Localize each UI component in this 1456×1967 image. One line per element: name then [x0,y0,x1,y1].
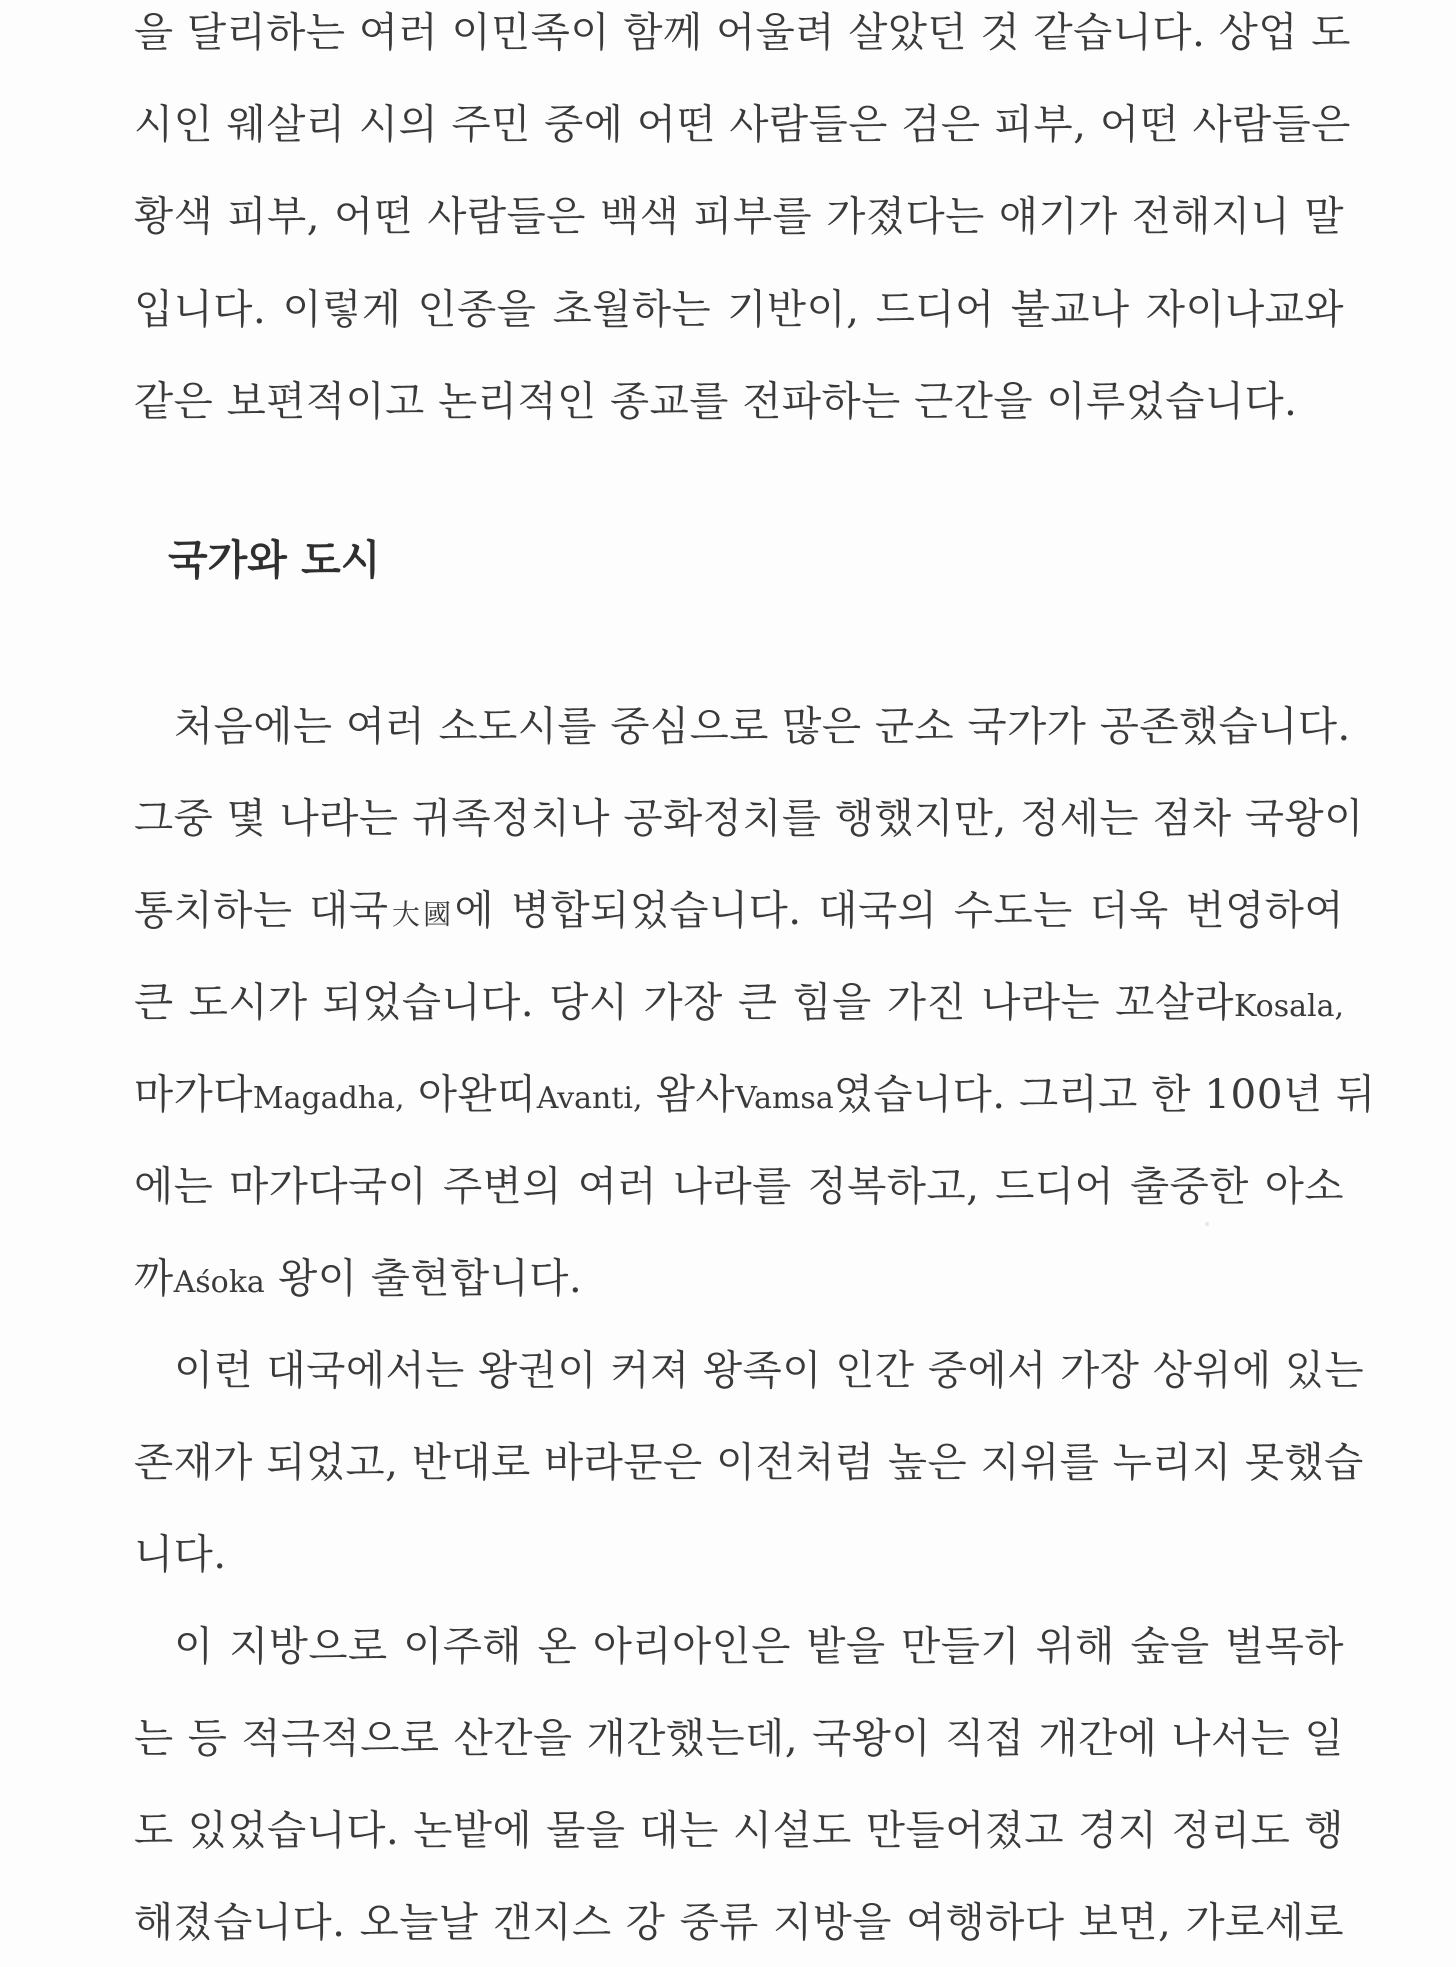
paper-speck [1205,1222,1209,1226]
romanization-annotation: Aśoka [173,1265,265,1300]
text-line: 시인 웨살리 시의 주민 중에 어떤 사람들은 검은 피부, 어떤 사람들은 [134,100,1351,148]
text-line [134,964,1344,1040]
text-line: 는 등 적극적으로 산간을 개간했는데, 국왕이 직접 개간에 나서는 일 [134,1714,1344,1762]
text-line [134,872,1344,948]
text-segment: 까 [134,1254,174,1302]
text-line: 해졌습니다. 오늘날 갠지스 강 중류 지방을 여행하다 보면, 가로세로 [134,1898,1344,1946]
section-heading: 국가와 도시 [168,536,381,584]
text-line: 존재가 되었고, 반대로 바라문은 이전처럼 높은 지위를 누리지 못했습 [134,1438,1364,1486]
romanization-annotation: Magadha, [252,1081,405,1116]
text-segment: 에 병합되었습니다. 대국의 수도는 더욱 번영하여 [454,886,1344,934]
text-line: 입니다. 이렇게 인종을 초월하는 기반이, 드디어 불교나 자이나교와 [134,285,1344,333]
text-line [134,1240,1344,1316]
text-segment: 였습니다. 그리고 한 100년 뒤 [833,1070,1376,1118]
text-line [134,1056,1376,1132]
text-line: 니다. [134,1530,227,1578]
text-segment: 마가다 [134,1070,253,1118]
romanization-annotation: Avanti, [536,1081,643,1116]
text-line: 이런 대국에서는 왕권이 커져 왕족이 인간 중에서 가장 상위에 있는 [174,1346,1365,1394]
text-segment: 큰 도시가 되었습니다. 당시 가장 큰 힘을 가진 나라는 꼬살라 [134,978,1235,1026]
text-line: 을 달리하는 여러 이민족이 함께 어울려 살았던 것 같습니다. 상업 도 [134,8,1351,56]
text-line: 같은 보편적이고 논리적인 종교를 전파하는 근간을 이루었습니다. [134,377,1298,425]
text-line: 처음에는 여러 소도시를 중심으로 많은 군소 국가가 공존했습니다. [174,702,1351,750]
text-line: 이 지방으로 이주해 온 아리아인은 밭을 만들기 위해 숲을 벌목하 [174,1622,1344,1670]
text-line: 에는 마가다국이 주변의 여러 나라를 정복하고, 드디어 출중한 아소 [134,1162,1344,1210]
text-segment: 왕이 출현합니다. [264,1254,583,1302]
text-line: 그중 몇 나라는 귀족정치나 공화정치를 행했지만, 정세는 점차 국왕이 [134,794,1364,842]
text-line: 황색 피부, 어떤 사람들은 백색 피부를 가졌다는 얘기가 전해지니 말 [134,192,1344,240]
text-line: 도 있었습니다. 논밭에 물을 대는 시설도 만들어졌고 경지 정리도 행 [134,1806,1344,1854]
text-segment: 아완띠 [404,1070,537,1118]
text-segment: 통치하는 대국 [134,886,389,934]
romanization-annotation: Kosala, [1234,989,1344,1024]
hanja-annotation: 大國 [388,898,455,931]
romanization-annotation: Vamsa [735,1081,834,1116]
text-segment: 왐사 [642,1070,736,1118]
